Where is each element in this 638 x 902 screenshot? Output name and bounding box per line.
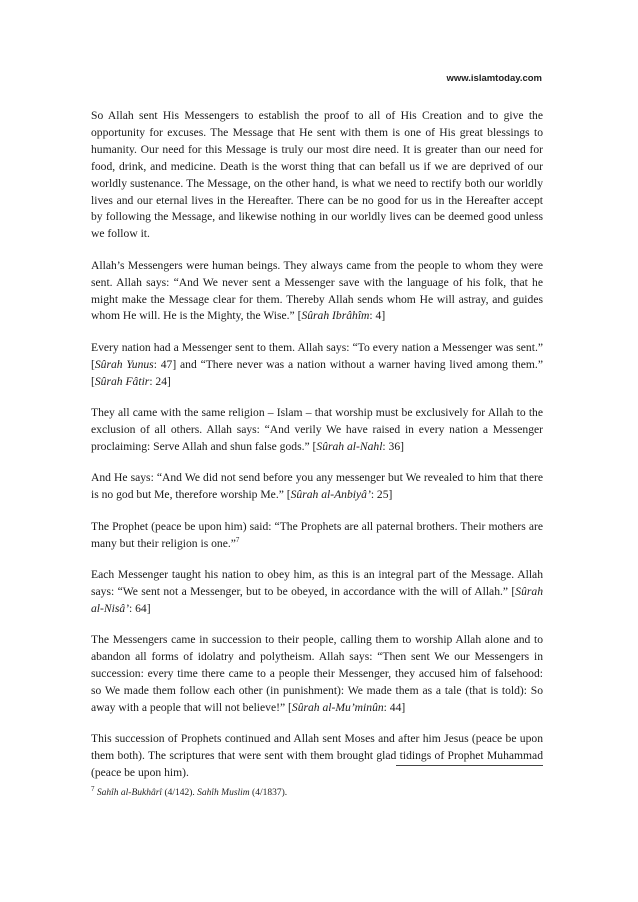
text-run: (4/142). [162,788,198,798]
footnote-ref: 7 [235,535,240,544]
citation-text: Sahîh Muslim [197,788,250,798]
paragraph-5 [91,470,543,504]
text-run: (4/1837). [249,788,288,798]
text-run: The Prophet (peace be upon him) said: “The Prophets are all paternal brothers. Their mothers are many but their religion is one.” [91,519,543,550]
text-run: So Allah sent His Messengers to establish the proof to all of His Creation and to give the opportunity for excuses. The Message that He sent with them is one of His great blessings to humanity. Our need for this Message is truly our most dire need. It is greater than our need for food, drink, and medicine. Death is the worst thing that can befall us if we are deprived of our worldly sustenance. The Message, on the other hand, is what we need to rectify both our worldly lives and our eternal lives in the Hereafter. There can be no good for us in the Hereafter accept by following the Message, and likewise nothing in our worldly lives can be deemed good unless we follow it. [91,109,543,241]
text-run: This succession of Prophets continued and Allah sent Moses and after him Jesus (peace be upon them both). The scriptures that were sent with them brought glad tidings of Prophet Muhammad (peace be upon him). [91,732,543,779]
citation-text: Sûrah Fâtir [94,374,150,388]
citation-text: Sûrah al-Nisâ’ [91,584,543,615]
text-run: Each Messenger taught his nation to obey him, as this is an integral part of the Message. Allah says: “We sent not a Messenger, but to be obeyed, in accordance with the will of Allah.” [ [91,567,543,598]
paragraph-7 [91,567,543,618]
paragraph-4 [91,405,543,456]
paragraph-8 [91,632,543,717]
text-run: : 24] [149,374,171,388]
citation-text: Sahîh al-Bukhârî [96,788,163,798]
citation-text: Sûrah al-Mu’minûn [291,700,384,714]
footnote-number: 7 [91,784,95,793]
citation-text: Sûrah Ibrâhîm [301,309,370,323]
text-run: : 36] [382,439,404,453]
citation-text: Sûrah al-Anbiyâ’ [290,488,371,502]
text-run: The Messengers came in succession to their people, calling them to worship Allah alone and to abandon all forms of idolatry and polytheism. Allah says: “Then sent We our Messengers in succession: every time there came to a people their Messenger, they accused him of falsehood: so We made them follow each other (in punishment): We made them as a tale (that is told): So away with a people that will not believe!” [ [91,633,543,714]
footnote [91,784,288,798]
text-run: : 25] [370,488,393,502]
paragraph-1 [91,108,543,243]
footnote-separator [396,765,543,766]
paragraph-3 [91,340,543,391]
paragraph-6 [91,519,543,553]
document-body [91,108,543,796]
text-run: They all came with the same religion – Islam – that worship must be exclusively for Allah to the exclusion of all others. Allah says: “And verily We have raised in every nation a Messenger proclaiming: Serve Allah and shun false gods.” [ [91,406,543,453]
text-run: : 47] and “There never was a nation without a warner having lived among them.” [ [91,357,543,388]
text-run: : 64] [129,601,151,615]
citation-text: Sûrah Yunus [94,357,154,371]
citation-text: Sûrah al-Nahl [316,439,383,453]
text-run: : 4] [369,309,386,323]
footnote-text [97,788,287,798]
text-run: And He says: “And We did not send before you any messenger but We revealed to him that there is no god but Me, therefore worship Me.” [ [91,471,543,502]
paragraph-2 [91,258,543,326]
paragraph-9 [91,731,543,782]
text-run: Allah’s Messengers were human beings. They always came from the people to whom they were sent. Allah says: “And We never sent a Messenger save with the language of his folk, that he might make the Message clear for them. Thereby Allah sends whom He will astray, and guides whom He will. He is the Mighty, the Wise.” [ [91,258,543,323]
text-run: Every nation had a Messenger sent to them. Allah says: “To every nation a Messenger was sent.” [ [91,340,543,371]
header-url: www.islamtoday.com [446,73,542,84]
text-run: : 44] [383,700,406,714]
